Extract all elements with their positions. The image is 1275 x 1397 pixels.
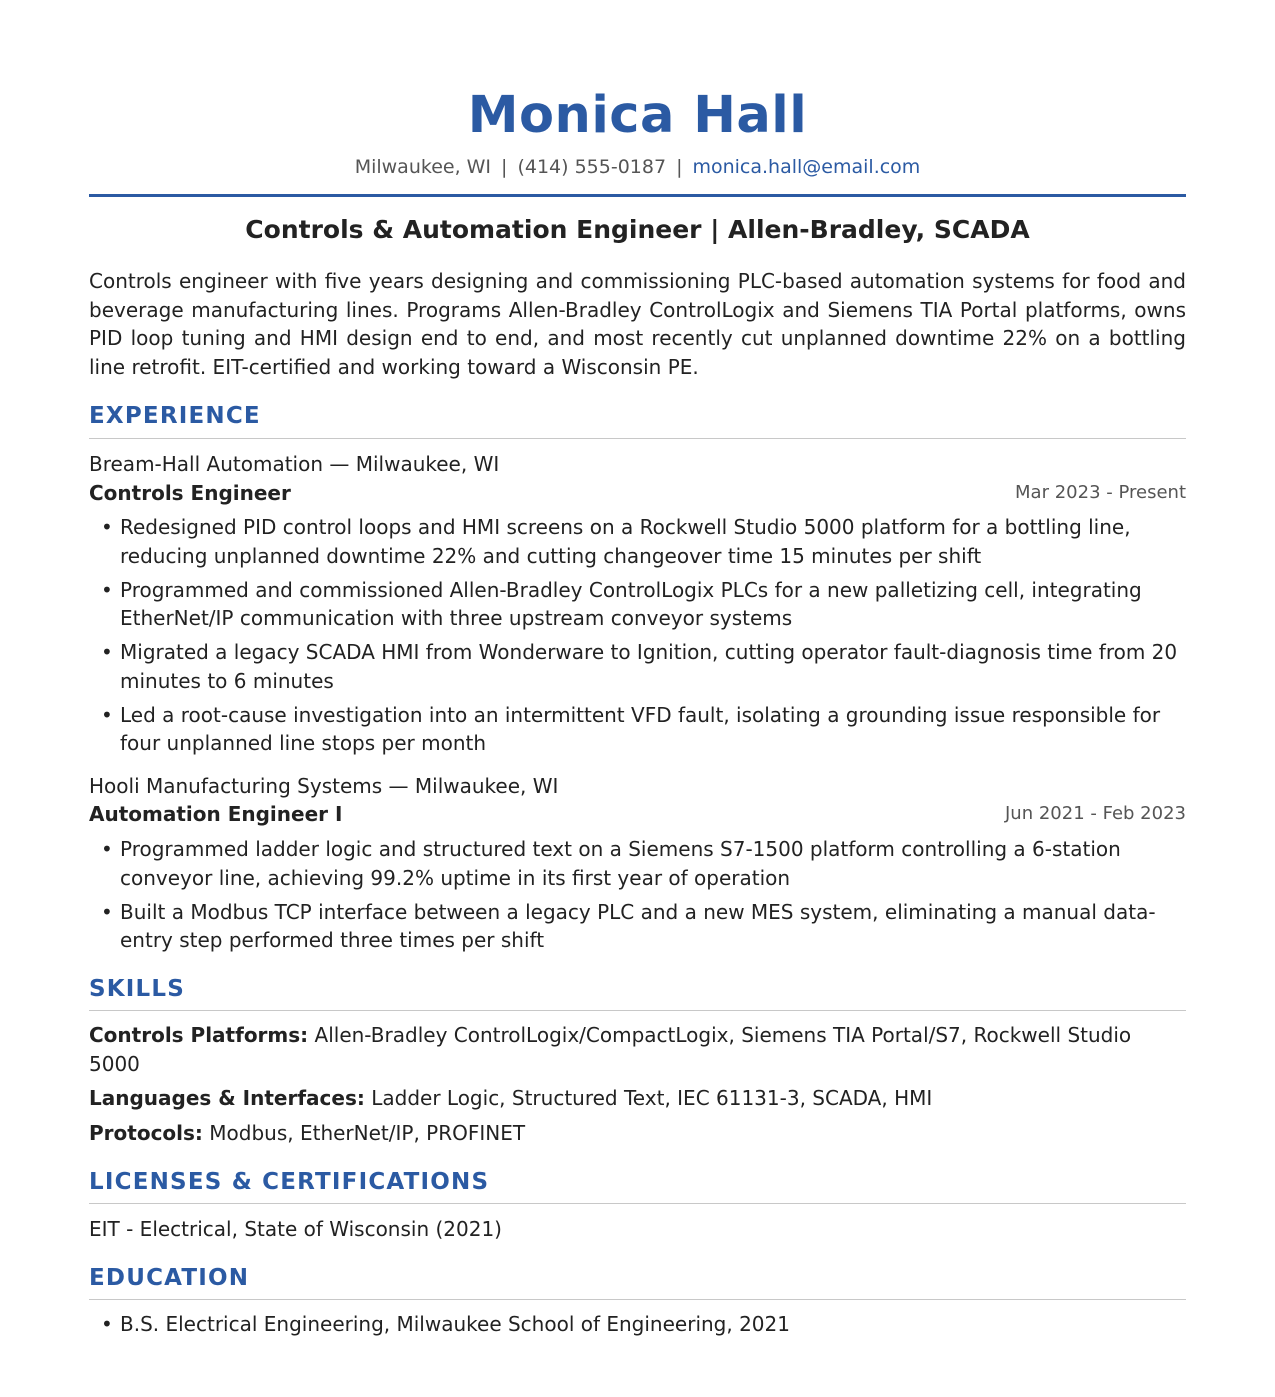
section-title-skills: SKILLS — [89, 976, 186, 1002]
section-divider — [89, 1299, 1186, 1300]
contact-line — [89, 155, 1186, 179]
job-bullets — [89, 513, 1186, 763]
education-list — [89, 1310, 1186, 1344]
summary: Controls engineer with five years designing and commissioning PLC-based automation systems for food and beverage manufacturing lines. Programs Allen-Bradley ControlLogix and Siemens TIA Portal platforms, owns PID loop tuning and HMI design end to end, and most recently cut unplanned downtime 22% on a bottling line retrofit. EIT-certified and working toward a Wisconsin PE. — [89, 269, 1186, 379]
candidate-name: Monica Hall — [467, 86, 808, 145]
section-title-experience: EXPERIENCE — [89, 403, 261, 429]
list-item: • Programmed and commissioned Allen-Bradley ControlLogix PLCs for a new palletizing cell, integrating EtherNet/IP communication with three upstream conveyor systems — [89, 576, 1186, 633]
list-item: • Migrated a legacy SCADA HMI from Wonderware to Ignition, cutting operator fault-diagnosis time from 20 minutes to 6 minutes — [89, 638, 1186, 695]
skill-label: Controls Platforms: — [89, 1023, 309, 1047]
skill-value: Ladder Logic, Structured Text, IEC 61131-3, SCADA, HMI — [371, 1086, 933, 1110]
section-divider — [89, 1010, 1186, 1011]
skill-row — [89, 1119, 1149, 1148]
list-item: • B.S. Electrical Engineering, Milwaukee School of Engineering, 2021 — [89, 1310, 1186, 1339]
separator: | — [501, 156, 508, 178]
separator: | — [676, 156, 683, 178]
section-title-education: EDUCATION — [89, 1265, 250, 1291]
section-divider — [89, 1203, 1186, 1204]
company-name: Hooli Manufacturing Systems — Milwaukee, WI — [89, 774, 559, 798]
job-dates: Mar 2023 - Present — [1015, 482, 1186, 503]
section-title-licenses: LICENSES & CERTIFICATIONS — [89, 1169, 490, 1195]
list-item: • Programmed ladder logic and structured text on a Siemens S7-1500 platform controlling a 6-station conveyor line, achieving 99.2% uptime in its first year of operation — [89, 835, 1186, 892]
phone: (414) 555-0187 — [517, 156, 667, 178]
skill-value: Allen-Bradley ControlLogix/CompactLogix, Siemens TIA Portal/S7, Rockwell Studio 5000 — [89, 1023, 1132, 1076]
skill-row — [89, 1021, 1149, 1078]
job-title: Controls Engineer — [89, 481, 291, 505]
skill-label: Protocols: — [89, 1121, 203, 1145]
headline: Controls & Automation Engineer | Allen-Bradley, SCADA — [245, 215, 1030, 244]
location: Milwaukee, WI — [354, 156, 492, 178]
list-item: • Built a Modbus TCP interface between a legacy PLC and a new MES system, eliminating a manual data-entry step performed three times per shift — [89, 898, 1186, 955]
email-link[interactable]: monica.hall@email.com — [692, 156, 921, 178]
section-divider — [89, 438, 1186, 439]
job-dates: Jun 2021 - Feb 2023 — [1005, 803, 1186, 824]
job-bullets — [89, 835, 1186, 960]
skill-row — [89, 1084, 1149, 1113]
list-item: • Led a root-cause investigation into an intermittent VFD fault, isolating a grounding issue responsible for four unplanned line stops per month — [89, 701, 1186, 758]
license-item: EIT - Electrical, State of Wisconsin (2021) — [89, 1217, 502, 1241]
skill-label: Languages & Interfaces: — [89, 1086, 365, 1110]
company-name: Bream-Hall Automation — Milwaukee, WI — [89, 452, 500, 476]
header-divider — [89, 194, 1186, 197]
skill-value: Modbus, EtherNet/IP, PROFINET — [209, 1121, 526, 1145]
job-title: Automation Engineer I — [89, 802, 343, 826]
list-item: • Redesigned PID control loops and HMI screens on a Rockwell Studio 5000 platform for a bottling line, reducing unplanned downtime 22% and cutting changeover time 15 minutes per shift — [89, 513, 1186, 570]
